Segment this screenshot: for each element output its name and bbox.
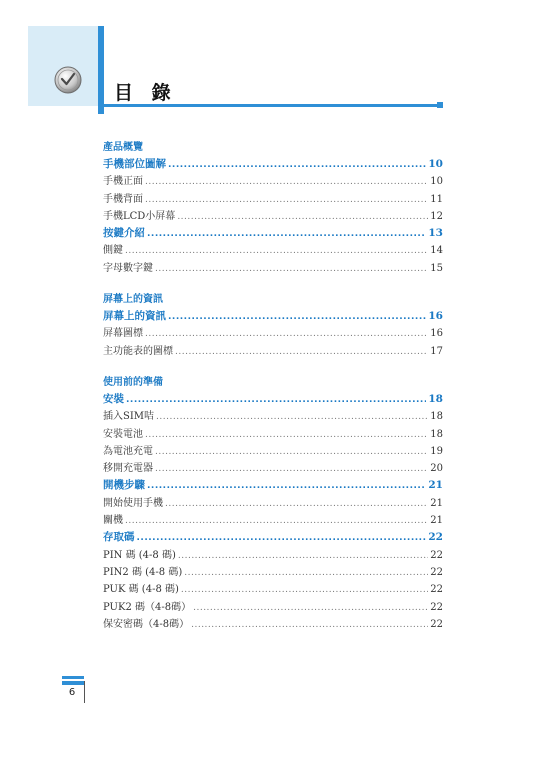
header-accent-bar	[98, 26, 104, 114]
toc-entry-label: 手機部位圖解	[103, 158, 166, 170]
toc-entry[interactable]	[103, 512, 443, 529]
toc-entry-major[interactable]	[103, 477, 443, 494]
dot-leader	[168, 157, 426, 174]
toc-entry-label: 開始使用手機	[103, 497, 163, 509]
toc-entry[interactable]	[103, 343, 443, 360]
footer-tab	[62, 681, 84, 685]
dot-leader	[125, 513, 428, 530]
section-gap	[103, 277, 443, 292]
check-emblem-icon	[54, 66, 82, 94]
footer-divider	[84, 681, 85, 703]
toc-entry-label: 安裝	[103, 392, 124, 405]
toc-entry-page: 22	[430, 584, 443, 596]
toc-entry-page: 11	[430, 193, 443, 205]
toc-entry-label: PIN2 碼 (4-8 碼)	[103, 566, 183, 578]
toc-entry[interactable]	[103, 408, 443, 425]
toc-entry-page: 18	[430, 411, 443, 423]
toc-entry-major[interactable]	[103, 308, 443, 325]
toc-entry-label: 屏幕圖標	[103, 328, 143, 340]
toc-entry-label: 關機	[103, 515, 123, 527]
dot-leader	[178, 548, 428, 565]
toc-entry-label: 屏幕上的資訊	[103, 310, 166, 323]
toc-entry-page: 21	[428, 479, 443, 492]
toc-entry-page: 18	[430, 428, 443, 440]
toc-entry[interactable]	[103, 599, 443, 616]
toc-entry-page: 22	[428, 531, 443, 544]
toc-entry[interactable]	[103, 616, 443, 633]
toc-entry[interactable]	[103, 443, 443, 460]
page-number: 6	[68, 687, 76, 698]
toc-entry-label: 移開充電器	[103, 463, 153, 475]
toc-entry[interactable]	[103, 581, 443, 598]
toc-entry-page: 22	[430, 601, 443, 613]
toc-entry-label: PIN 碼 (4-8 碼)	[103, 549, 176, 561]
dot-leader	[177, 209, 428, 226]
dot-leader	[155, 261, 428, 278]
toc-entry-label: 插入SIM咭	[103, 411, 155, 423]
toc-entry-label: 主功能表的圖標	[103, 345, 173, 357]
toc-entry-page: 17	[430, 345, 443, 357]
dot-leader	[145, 192, 428, 209]
toc-entry-major[interactable]	[103, 391, 443, 408]
dot-leader	[125, 243, 428, 260]
dot-leader	[181, 582, 428, 599]
toc-entry-page: 12	[430, 210, 443, 222]
dot-leader	[126, 392, 426, 409]
dot-leader	[147, 226, 426, 243]
toc-entry-page: 18	[428, 392, 443, 405]
dot-leader	[155, 461, 428, 478]
dot-leader	[145, 427, 428, 444]
toc-entry[interactable]	[103, 564, 443, 581]
toc-entry[interactable]	[103, 208, 443, 225]
toc-entry-label: PUK 碼 (4-8 碼)	[103, 584, 179, 596]
toc-entry-major[interactable]	[103, 529, 443, 546]
toc-entry-label: 字母數字鍵	[103, 262, 153, 274]
toc-entry-label: 手機LCD小屏幕	[103, 210, 176, 222]
dot-leader	[165, 496, 428, 513]
dot-leader	[191, 617, 428, 634]
toc-entry[interactable]	[103, 460, 443, 477]
toc-entry-page: 10	[428, 158, 443, 170]
toc-entry-label: 安裝電池	[103, 428, 143, 440]
toc-entry[interactable]	[103, 426, 443, 443]
toc-entry-page: 16	[430, 328, 443, 340]
toc-entry[interactable]	[103, 495, 443, 512]
toc-entry-label: 保安密碼（4-8碼）	[103, 618, 190, 630]
toc-entry[interactable]	[103, 173, 443, 190]
page-title: 目 錄	[114, 82, 177, 104]
toc-entry-page: 13	[428, 227, 443, 240]
toc-entry-label: 為電池充電	[103, 445, 153, 457]
dot-leader	[175, 344, 428, 361]
toc-entry[interactable]	[103, 191, 443, 208]
table-of-contents	[103, 140, 443, 633]
toc-entry-page: 21	[430, 515, 443, 527]
toc-entry-page: 19	[430, 445, 443, 457]
section-title: 使用前的準備	[103, 376, 163, 388]
dot-leader	[156, 409, 428, 426]
dot-leader	[168, 309, 426, 326]
toc-entry-page: 20	[430, 463, 443, 475]
dot-leader	[184, 565, 428, 582]
toc-entry-page: 21	[430, 497, 443, 509]
toc-entry-page: 16	[428, 310, 443, 323]
toc-entry[interactable]	[103, 242, 443, 259]
dot-leader	[155, 444, 428, 461]
dot-leader	[137, 530, 427, 547]
toc-entry-page: 15	[430, 262, 443, 274]
toc-entry-label: 手機正面	[103, 176, 143, 188]
toc-entry[interactable]	[103, 260, 443, 277]
section-title: 屏幕上的資訊	[103, 294, 163, 306]
toc-entry-label: 存取碼	[103, 531, 135, 544]
toc-entry-page: 10	[430, 176, 443, 188]
section-gap	[103, 360, 443, 375]
toc-entry-page: 22	[430, 566, 443, 578]
toc-entry-label: 側鍵	[103, 245, 123, 257]
footer-tab-stripe	[62, 676, 84, 679]
toc-entry-major[interactable]	[103, 156, 443, 173]
toc-entry-label: 開機步驟	[103, 479, 145, 492]
dot-leader	[193, 600, 428, 617]
dot-leader	[147, 478, 426, 495]
toc-entry-major[interactable]	[103, 225, 443, 242]
toc-entry-label: 按鍵介紹	[103, 227, 145, 240]
toc-entry-page: 22	[430, 549, 443, 561]
toc-entry-page: 22	[430, 618, 443, 630]
toc-entry-page: 14	[430, 245, 443, 257]
toc-entry[interactable]	[103, 325, 443, 342]
toc-entry-label: PUK2 碼（4-8碼）	[103, 601, 192, 613]
header-line-end-marker	[437, 102, 443, 108]
dot-leader	[145, 326, 428, 343]
section-title: 產品概覽	[103, 142, 143, 153]
toc-entry[interactable]	[103, 547, 443, 564]
dot-leader	[145, 174, 428, 191]
toc-entry-label: 手機背面	[103, 193, 143, 205]
